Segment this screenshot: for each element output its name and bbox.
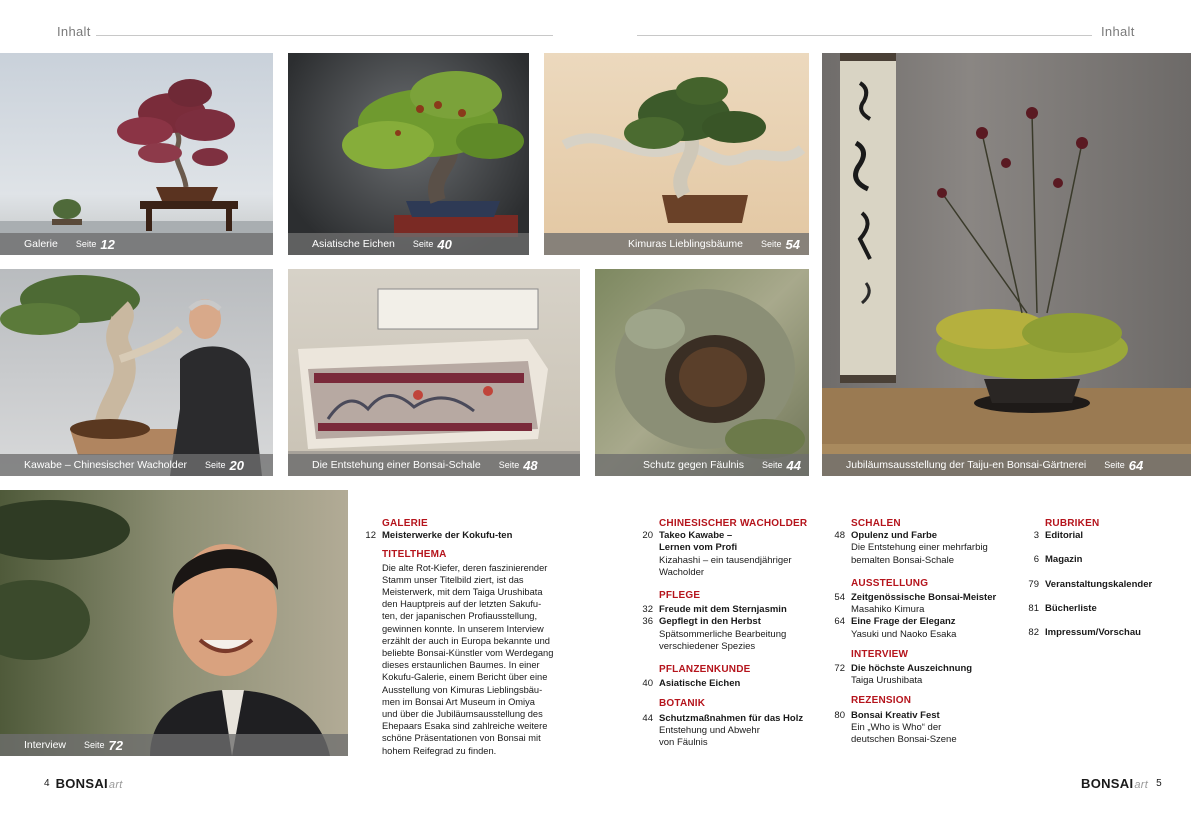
caption-seite: Seite (1104, 460, 1125, 470)
caption-title: Kawabe – Chinesischer Wacholder (24, 459, 188, 471)
bonsai-gallery-image (0, 53, 273, 255)
caption-page-number: 54 (785, 236, 800, 252)
toc-page-number: 80 (834, 709, 845, 721)
caption-bar (0, 734, 348, 756)
caption-bar (595, 454, 809, 476)
photo-interview[interactable] (0, 490, 348, 756)
caption-title: Galerie (24, 238, 58, 250)
text-line: schöne Präsentationen von Bonsai mit (382, 733, 541, 744)
text-line: den Hauptpreis auf der letzten Sakufu- (382, 599, 542, 610)
header-rule-right (637, 35, 1092, 36)
toc-entry-title: Freude mit dem Sternjasmin (659, 604, 787, 616)
toc-entry-title: Impressum/Vorschau (1045, 627, 1141, 639)
toc-entry-desc: verschiedener Spezies (659, 640, 756, 652)
toc-page-number: 48 (834, 530, 845, 542)
toc-entry[interactable] (1033, 554, 1152, 566)
toc-entry[interactable] (1028, 627, 1152, 639)
text-line: Die alte Rot-Kiefer, deren faszinierender (382, 562, 548, 573)
toc-entry-title: Eine Frage der Eleganz (851, 616, 956, 628)
toc-entry-title: Gepflegt in den Herbst (659, 616, 761, 628)
toc-entry-title: Magazin (1045, 554, 1083, 566)
toc-entry-title: Bonsai Kreativ Fest (851, 709, 940, 721)
photo-schale[interactable] (288, 269, 580, 476)
text-line: dieses erstaunlichen Baumes. In einer (382, 660, 540, 671)
toc-entry-title: Editorial (1045, 530, 1084, 542)
caption-title: Schutz gegen Fäulnis (643, 459, 744, 471)
toc-entry-title: Bücherliste (1045, 602, 1097, 614)
caption-bar (288, 233, 529, 255)
caption-page-number: 64 (1128, 457, 1144, 473)
page-header-right: Inhalt (1101, 24, 1135, 39)
caption-title: Asiatische Eichen (312, 238, 395, 250)
caption-page-number: 12 (100, 236, 115, 252)
caption-seite: Seite (761, 460, 783, 470)
caption-title: Interview (24, 739, 67, 751)
toc-entry[interactable] (642, 712, 807, 750)
caption-seite: Seite (205, 460, 226, 470)
wood-rot-image (595, 269, 809, 476)
toc-entry[interactable] (834, 592, 997, 616)
toc-page-number: 81 (1028, 602, 1039, 614)
text-line: hohem Reifegrad zu finden. (382, 745, 497, 756)
section-heading: INTERVIEW (851, 648, 909, 660)
oak-bonsai-image (288, 53, 529, 255)
caption-page-number: 48 (523, 457, 538, 473)
section-heading: BOTANIK (659, 698, 706, 710)
logo-text: BONSAI (55, 776, 108, 791)
caption-page-number: 20 (229, 457, 245, 473)
caption-seite: Seite (760, 239, 782, 249)
section-heading: RUBRIKEN (1045, 518, 1100, 529)
toc-entry-title: Zeitgenössische Bonsai-Meister (851, 592, 997, 604)
logo-text: BONSAI (1081, 776, 1134, 791)
toc-entry[interactable] (642, 616, 807, 653)
section-heading: PFLEGE (659, 590, 701, 602)
photo-eichen[interactable] (288, 53, 529, 255)
juniper-bonsai-image (544, 53, 809, 255)
text-line: ten, der japanischen Profiausstellung, (382, 611, 538, 622)
section-heading: GALERIE (382, 518, 428, 529)
bonsai-art-logo (56, 776, 123, 791)
toc-entry[interactable] (834, 616, 996, 640)
toc-entry-desc: bemalten Bonsai-Schale (851, 554, 954, 566)
toc-page-number: 79 (1028, 578, 1039, 590)
toc-entry-desc: Wacholder (659, 566, 705, 578)
footer-left (44, 776, 123, 791)
toc-entry[interactable] (642, 530, 807, 579)
text-line: men im Bonsai Art Museum in Omiya (382, 696, 535, 707)
logo-suffix: art (1134, 779, 1149, 791)
toc-entry[interactable] (642, 678, 807, 690)
toc-entry-title: Veranstaltungskalender (1045, 578, 1153, 590)
toc-page-number: 3 (1033, 530, 1039, 542)
caption-bar (288, 454, 580, 476)
text-line: Kokufu-Galerie, einem Bericht über eine (382, 672, 548, 683)
header-rule-left (96, 35, 553, 36)
caption-seite: Seite (84, 740, 105, 750)
text-line: Stamm unser Titelbild ziert, ist das (382, 574, 524, 585)
caption-page-number: 44 (786, 457, 801, 473)
toc-entry-desc: Masahiko Kimura (851, 604, 925, 616)
toc-page-number: 6 (1033, 554, 1039, 566)
text-line: Ehepaars Esaka sind zahlreiche weitere (382, 721, 548, 732)
section-heading: AUSSTELLUNG (851, 577, 929, 589)
toc-entry-desc: Taiga Urushibata (851, 675, 923, 687)
portrait-image (0, 490, 348, 756)
toc-page-number: 32 (642, 604, 653, 616)
caption-title: Kimuras Lieblingsbäume (628, 238, 743, 250)
photo-jubilaeum[interactable] (822, 53, 1191, 476)
text-line: beliebte Bonsai-Künstler vom Werdegang (382, 648, 554, 659)
man-with-juniper-image (0, 269, 273, 476)
toc-entry-title: Schutzmaßnahmen für das Holz (659, 712, 804, 724)
toc-entry[interactable] (365, 530, 560, 542)
toc-entry[interactable] (834, 530, 996, 567)
toc-page-number: 20 (642, 530, 653, 542)
photo-galerie[interactable] (0, 53, 273, 255)
caption-bar (0, 233, 273, 255)
toc-page-number: 44 (642, 712, 653, 724)
toc-column-4 (1028, 518, 1153, 639)
caption-page-number: 40 (437, 236, 452, 252)
section-heading: REZENSION (851, 695, 912, 707)
logo-suffix: art (108, 779, 123, 791)
toc-entry-title: Asiatische Eichen (659, 678, 741, 690)
photo-kawabe[interactable] (0, 269, 273, 476)
photo-kimura[interactable] (544, 53, 809, 255)
painted-pot-image (288, 269, 580, 476)
text-line: Ausstellung von Kimuras Lieblingsbäu- (382, 684, 543, 695)
toc-entry-desc: Kizahashi – ein tausendjähriger (659, 554, 792, 566)
caption-bar (544, 233, 809, 255)
toc-entry-desc: Ein „Who is Who“ der (851, 721, 942, 733)
toc-entry-desc: Spätsommerliche Bearbeitung (659, 628, 787, 640)
text-line: Meisterwerk, mit dem Taiga Urushibata (382, 587, 543, 598)
toc-entry[interactable] (1028, 578, 1153, 591)
text-line: gewinnen konnte. In unserem Interview (382, 623, 544, 634)
caption-bar (0, 454, 273, 476)
toc-entry[interactable] (1028, 602, 1152, 615)
toc-page-number: 12 (365, 530, 376, 542)
toc-column-3 (834, 518, 997, 746)
text-line: erzählt der auch in Europa bekannte und (382, 635, 550, 646)
toc-column-1 (365, 518, 560, 757)
caption-seite: Seite (498, 460, 520, 470)
bonsai-art-logo (1081, 776, 1148, 791)
caption-title: Die Entstehung einer Bonsai-Schale (312, 459, 481, 471)
caption-title: Jubiläumsausstellung der Taiju-en Bonsai-Gärtnerei (846, 459, 1087, 471)
toc-column-2 (642, 518, 808, 749)
toc-entry-title: Takeo Kawabe – (659, 530, 733, 542)
caption-seite: Seite (412, 239, 434, 249)
page-number-right: 5 (1156, 778, 1162, 789)
text-line: und über die Jubiläumsausstellung des (382, 709, 543, 720)
titelthema-text (382, 562, 560, 757)
toc-entry[interactable] (1033, 530, 1152, 542)
caption-bar (822, 454, 1191, 476)
toc-page-number: 64 (834, 616, 845, 628)
toc-entry[interactable] (834, 663, 996, 687)
toc-entry-desc: Entstehung und Abwehr (659, 724, 760, 736)
exhibition-alcove-image (822, 53, 1191, 476)
toc-entry-title: Opulenz und Farbe (851, 530, 938, 542)
page-number-left: 4 (44, 778, 50, 789)
toc-page-number: 36 (642, 616, 653, 628)
section-heading: SCHALEN (851, 518, 901, 529)
toc-entry-desc: Die Entstehung einer mehrfarbig (851, 542, 988, 554)
toc-page-number: 82 (1028, 627, 1039, 639)
toc-entry[interactable] (834, 709, 996, 747)
footer-right (1081, 776, 1162, 791)
toc-page-number: 54 (834, 592, 845, 604)
section-heading: TITELTHEMA (382, 549, 447, 561)
toc-entry-title: Die höchste Auszeichnung (851, 663, 973, 675)
caption-page-number: 72 (108, 737, 123, 753)
toc-entry[interactable] (642, 604, 807, 616)
section-heading: CHINESISCHER WACHOLDER (659, 518, 808, 529)
toc-page-number: 40 (642, 678, 653, 690)
page-header-left: Inhalt (57, 24, 91, 39)
section-heading: PFLANZENKUNDE (659, 664, 751, 676)
toc-entry-desc: deutschen Bonsai-Szene (851, 734, 957, 746)
toc-page-number: 72 (834, 663, 845, 675)
photo-faeulnis[interactable] (595, 269, 809, 476)
toc-entry-desc: von Fäulnis (659, 737, 708, 749)
toc-entry-desc: Yasuki und Naoko Esaka (851, 628, 957, 640)
toc-entry-title: Meisterwerke der Kokufu-ten (382, 530, 513, 542)
toc-entry-title: Lernen vom Profi (659, 542, 738, 554)
caption-seite: Seite (75, 239, 97, 249)
